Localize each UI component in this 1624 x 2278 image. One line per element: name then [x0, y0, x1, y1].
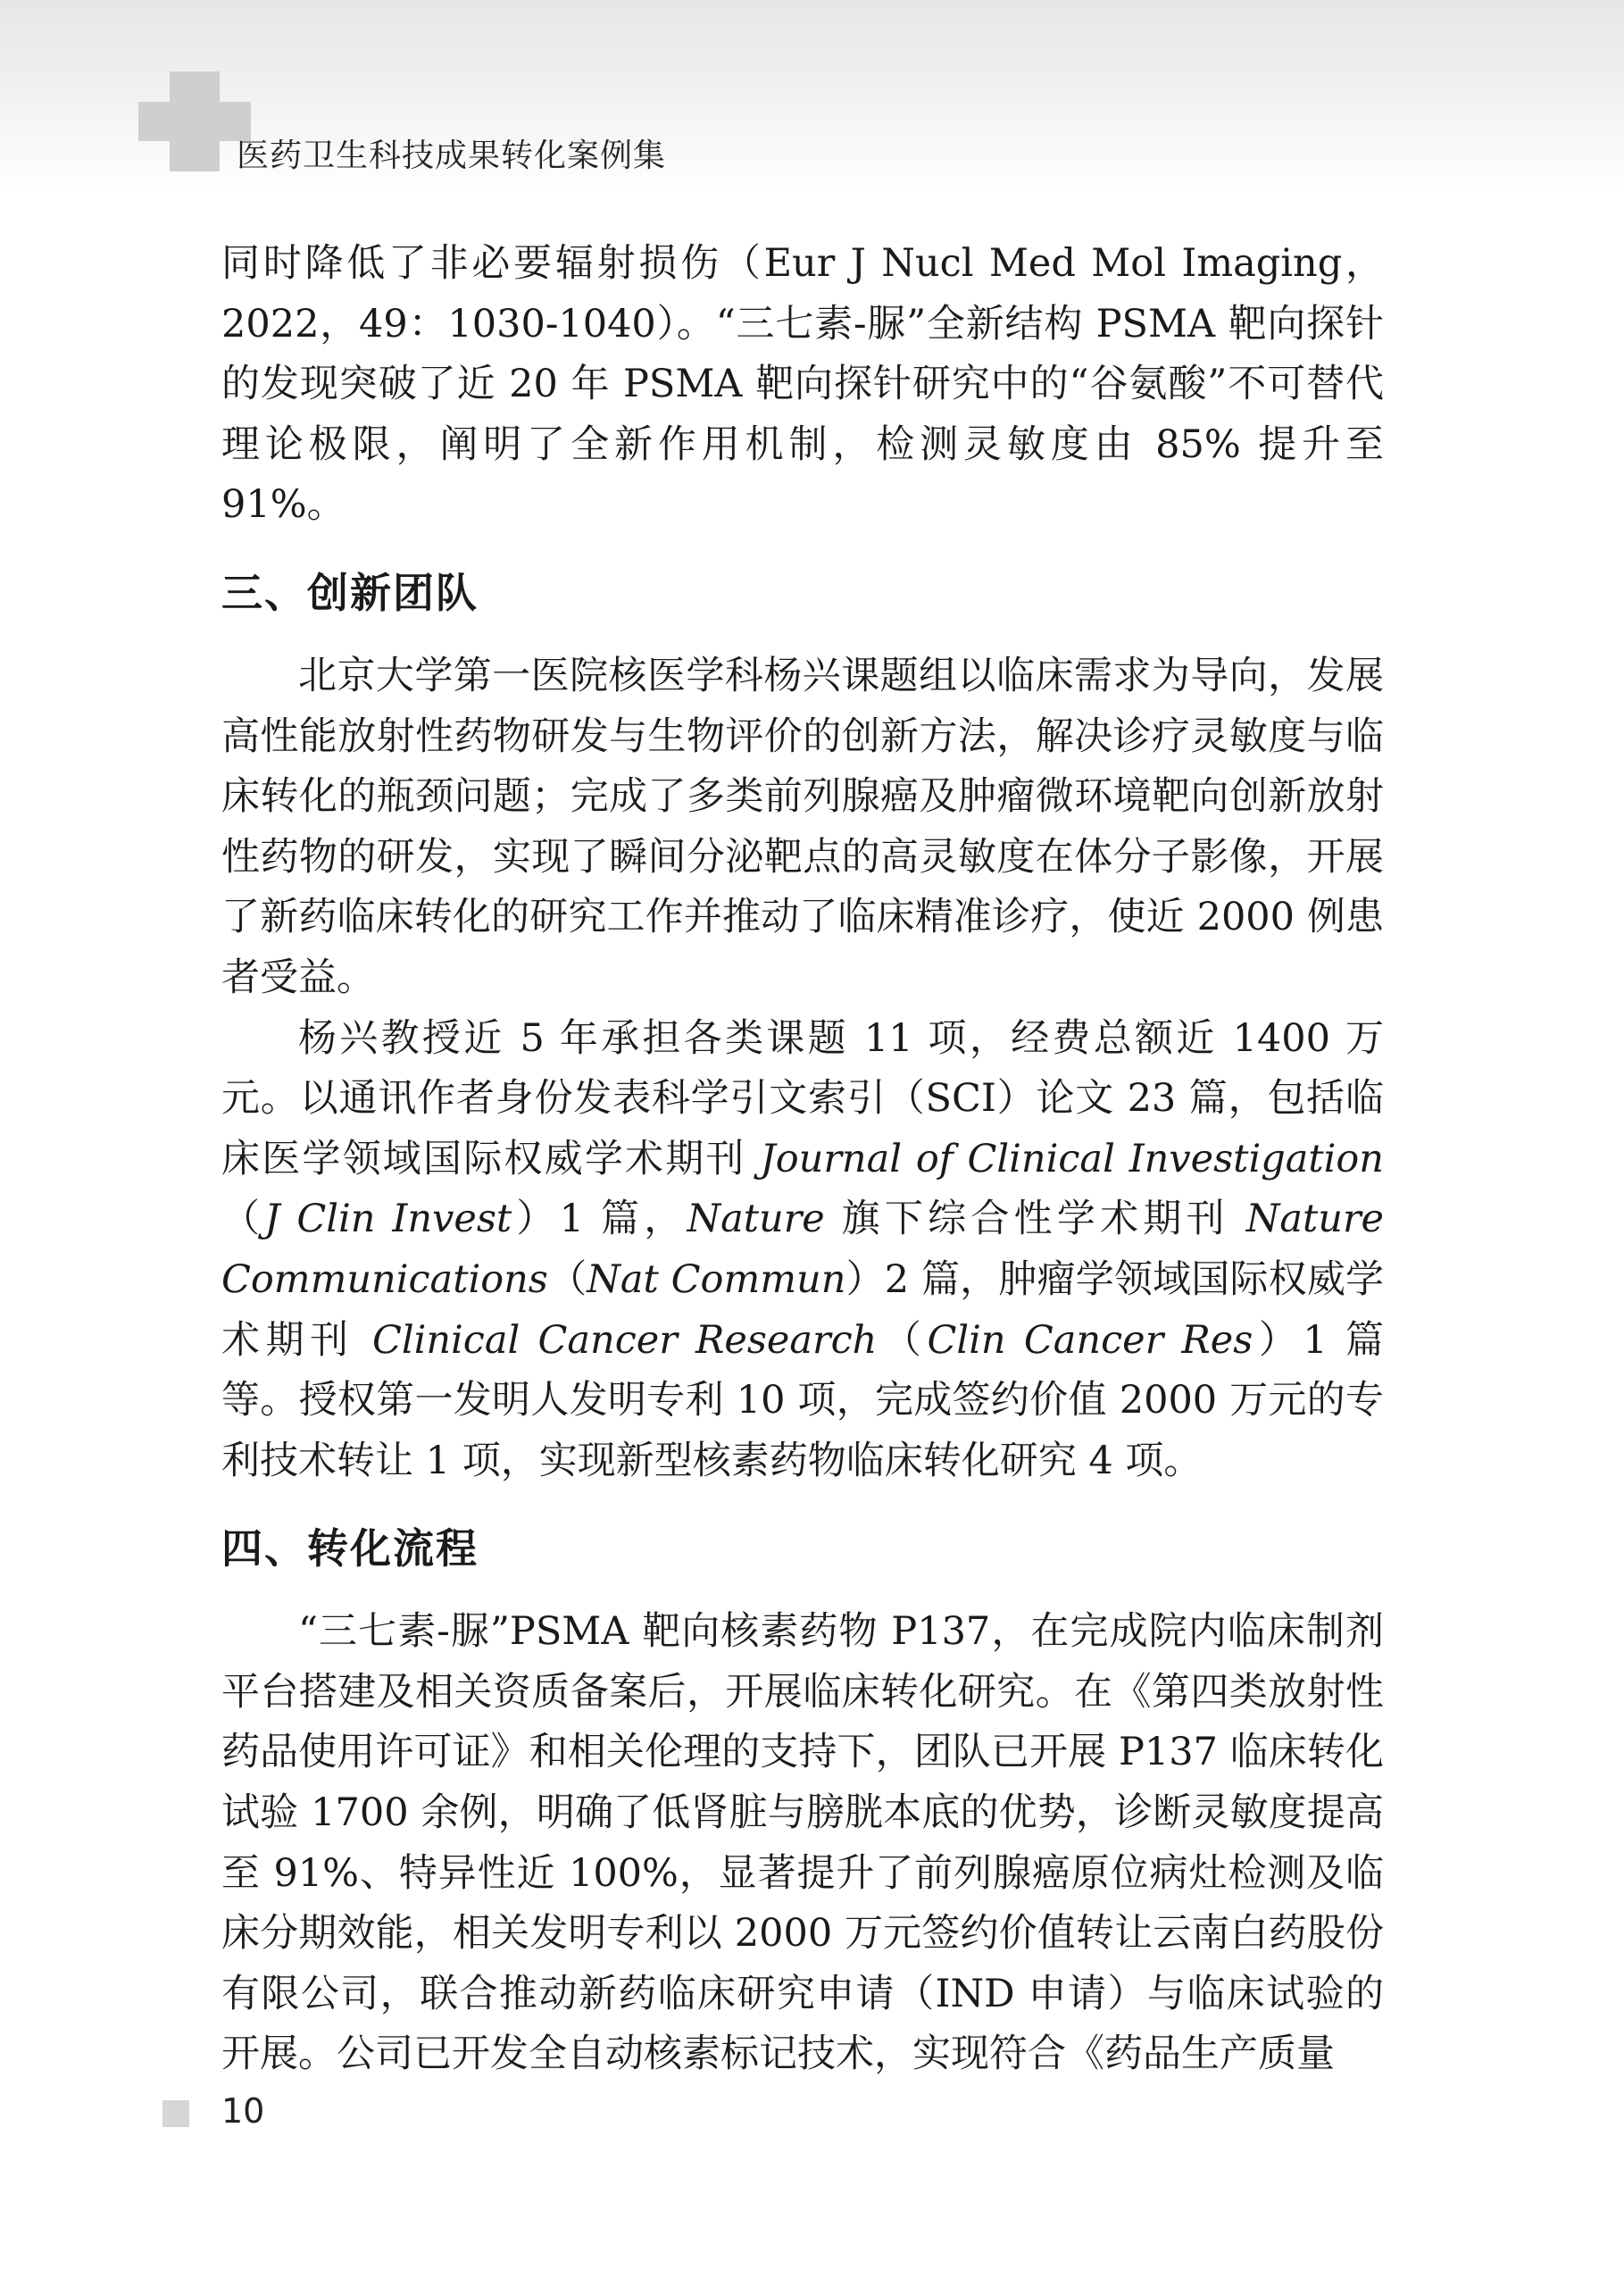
publisher-name: Nature — [687, 1197, 825, 1242]
page-number: 10 — [221, 2091, 265, 2131]
medical-cross-icon-bar — [138, 102, 251, 141]
text-segment: （ — [547, 1256, 587, 1302]
journal-abbreviation: Clin Cancer Res — [927, 1317, 1253, 1363]
section-heading-transformation-process: 四、转化流程 — [221, 1524, 479, 1573]
text-segment: ）1 篇， — [512, 1197, 687, 1242]
text-segment: ）2 篇，肿瘤学领域国际权威学术期刊 — [221, 1256, 1385, 1363]
page-body — [221, 234, 1384, 2085]
page-header — [0, 0, 1624, 192]
text-segment: 杨兴教授近 5 年承担各类课题 11 项，经费总额近 1400 万元。以通讯作者身份发表科学引文索引（SCI）论文 23 篇，包括临床医学领域国际权威学术期刊 — [221, 1015, 1384, 1181]
journal-title: Clinical Cancer Research — [371, 1317, 878, 1363]
paragraph-team-intro: 北京大学第一医院核医学科杨兴课题组以临床需求为导向，发展高性能放射性药物研发与生物评价的创新方法，解决诊疗灵敏度与临床转化的瓶颈问题；完成了多类前列腺癌及肿瘤微环境靶向创新放射性药物的研发，实现了瞬间分泌靶点的高灵敏度在体分子影像，开展了新药临床转化的研究工作并推动了临床精准诊疗，使近 2000 例患者受益。 — [221, 653, 1384, 1000]
section-heading-innovation-team: 三、创新团队 — [221, 568, 479, 617]
text-segment: ）1 篇等。授权第一发明人发明专利 10 项，完成签约价值 2000 万元的专利技术转让 1 项，实现新型核素药物临床转化研究 4 项。 — [221, 1317, 1385, 1483]
page-marker-square — [162, 2100, 189, 2127]
text-segment: 旗下综合性学术期刊 — [824, 1197, 1246, 1242]
journal-abbreviation: Nat Commun — [587, 1256, 846, 1302]
paragraph-transformation: “三七素-脲”PSMA 靶向核素药物 P137，在完成院内临床制剂平台搭建及相关资质备案后，开展临床转化研究。在《第四类放射性药品使用许可证》和相关伦理的支持下，团队已开展 P137 临床转化试验 1700 余例，明确了低肾脏与膀胱本底的优势，诊断灵敏度提高至 91%、特异性近 100%，显著提升了前列腺癌原位病灶检测及临床分期效能，相关发明专利以 2000 万元签约价值转让云南白药股份有限公司，联合推动新药临床研究申请（IND 申请）与临床试验的开展。公司已开发全自动核素标记技术，实现符合《药品生产质量 — [221, 1609, 1384, 2077]
paragraph-continuation: 同时降低了非必要辐射损伤（Eur J Nucl Med Mol Imaging，2022，49：1030-1040）。“三七素-脲”全新结构 PSMA 靶向探针的发现突破了近 20 年 PSMA 靶向探针研究中的“谷氨酸”不可替代理论极限，阐明了全新作用机制，检测灵敏度由 85% 提升至 91%。 — [221, 241, 1384, 528]
journal-title: Journal of Clinical Investigation — [760, 1136, 1384, 1181]
running-title: 医药卫生科技成果转化案例集 — [237, 138, 667, 174]
paragraph-team-achievements — [221, 1009, 1384, 1492]
journal-abbreviation: J Clin Invest — [264, 1197, 512, 1242]
text-segment: （ — [221, 1197, 265, 1242]
text-segment: （ — [877, 1317, 928, 1363]
journal-title: Nature Communications — [221, 1197, 1384, 1302]
